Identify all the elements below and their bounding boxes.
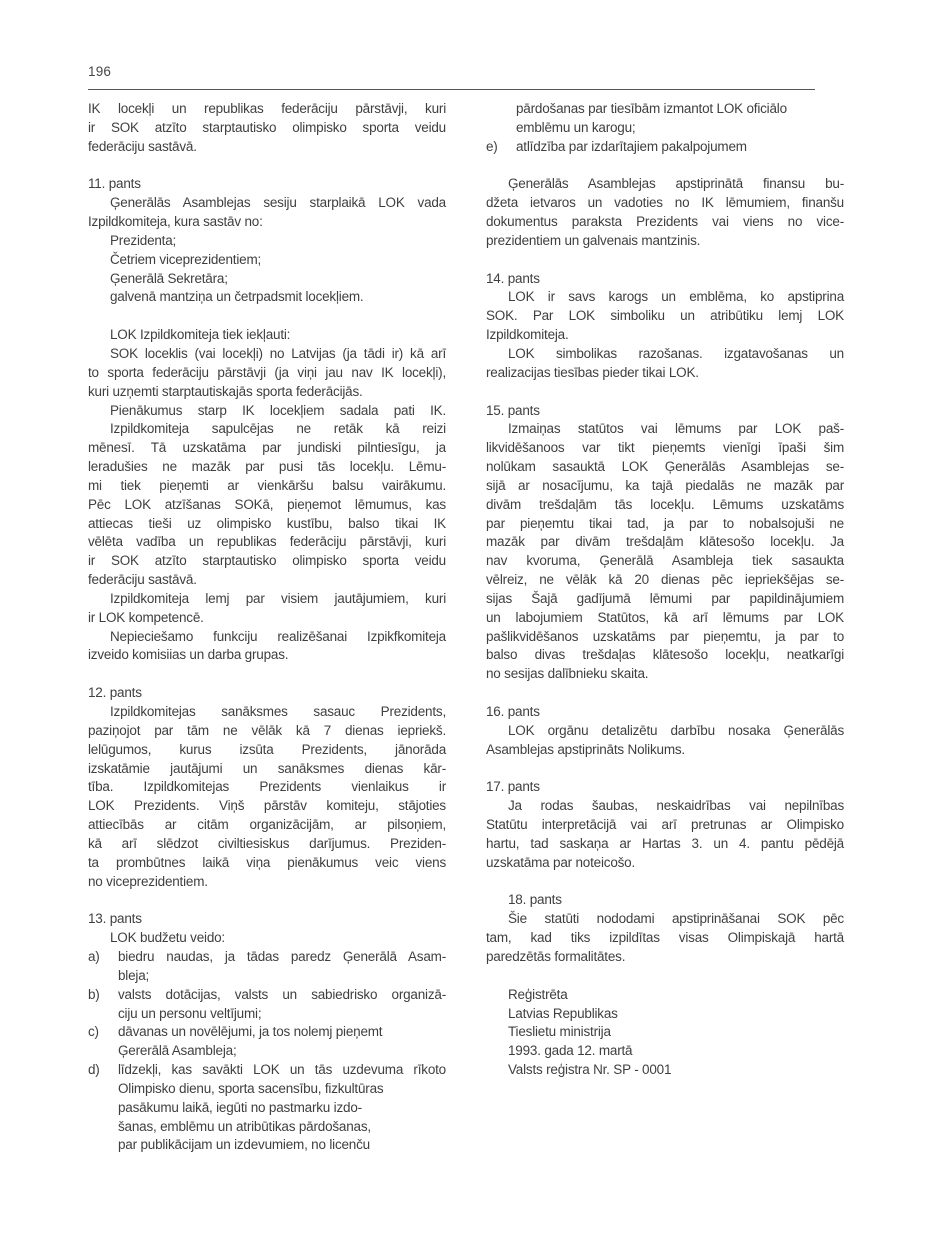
text-line: 15. pants — [486, 402, 540, 418]
two-column-text — [88, 100, 844, 1155]
text-line: ir LOK kompetencē. — [88, 609, 204, 625]
header-rule — [88, 89, 815, 90]
text-line: mēnesī. Tā uzskatāma par jundiski pilntiesīgu, ja — [88, 440, 446, 456]
text-line: Izpildkomitejas sanāksmes sasauc Prezidents, — [110, 704, 446, 719]
text-line: Izmaiņas statūtos vai lēmums par LOK paš- — [508, 421, 844, 437]
blank-line — [88, 891, 446, 910]
text-line: LOK orgānu detalizētu darbību nosaka Ģenerālās — [508, 722, 844, 738]
text-line: Valsts reģistra Nr. SP - 0001 — [508, 1062, 672, 1078]
text-line: kuri uzņemti starptautiskajās sporta federācijās. — [88, 383, 363, 399]
text-line: ir SOK atzīto starptautisko olimpisko sporta veidu — [88, 553, 446, 569]
list-marker: d) — [88, 1062, 100, 1078]
text-line: 17. pants — [486, 779, 540, 795]
text-line: federāciju sastāvā. — [88, 572, 197, 588]
text-line: par publikācijam un izdevumiem, no licenču — [118, 1137, 370, 1153]
text-line: Izpildkomiteja, kura sastāv no: — [88, 214, 263, 230]
text-line: uzskatāma par noteicošo. — [486, 854, 636, 870]
text-line: nolūkam sasauktā LOK Ģenerālās Asamblejas se- — [486, 459, 844, 475]
list-marker: e) — [486, 138, 498, 154]
text-line: e) atlīdzība par izdarītajiem pakalpojumem — [486, 138, 844, 157]
text-line: Olimpisko dienu, sporta sacensību, fizkultūras — [118, 1080, 384, 1096]
text-line: šanas, emblēmu un atribūtikas pārdošanas, — [118, 1118, 371, 1134]
text-line: realizacijas tiesības pieder tikai LOK. — [486, 364, 699, 380]
text-line: Ģenerālās Asamblejas sesiju starplaikā LOK vada — [110, 195, 446, 211]
text-line: prezidentiem un galvenais mantzinis. — [486, 232, 701, 248]
text-line: izveido komisiias un darba grupas. — [88, 647, 289, 663]
text-line: ir SOK atzīto starptautisko olimpisko sporta veidu — [88, 119, 446, 135]
text-line: a) biedru naudas, ja tādas paredz Ģenerālā Asam- — [88, 948, 446, 967]
text-line: sijas Šajā gadījumā lēmumi par papildinājumiem — [486, 590, 844, 606]
text-line: tība. Izpildkomitejas Prezidents vienlaikus ir — [88, 779, 446, 795]
text-line: mazāk par divām trešdaļām klātesošo locekļu. Ja — [486, 534, 844, 550]
text-line: dokumentus paraksta Prezidents vai viens no vice- — [486, 214, 844, 230]
list-marker: a) — [88, 948, 100, 964]
text-line: 18. pants — [508, 892, 562, 908]
text-line: un labojumiem Statūtos, kā arī lēmums par LOK — [486, 609, 844, 625]
text-line: Ģenerālā Sekretāra; — [110, 270, 228, 286]
text-line: paziņojot par tām ne vēlāk kā 7 dienas iepriekš. — [88, 722, 446, 738]
text-line: c) dāvanas un novēlējumi, ja tos nolemj pieņemt — [88, 1023, 446, 1042]
text-line: Izpildkomiteja lemj par visiem jautājumiem, kuri — [110, 590, 446, 606]
text-line: d) līdzekļi, kas savākti LOK un tās uzdevuma rīkoto — [88, 1061, 446, 1080]
text-line: Izpildkomiteja sapulcējas ne retāk kā reizi — [110, 421, 446, 437]
blank-line — [486, 684, 844, 703]
text-line: to sporta federāciju pārstāvji (ja viņi jau nav IK locekļi), — [88, 364, 446, 380]
text-line: par pieņemtu tikai tad, ja par to nobalsojuši ne — [486, 515, 844, 531]
page-number: 196 — [88, 64, 112, 79]
text-line: Ja rodas šaubas, neskaidrības vai nepilnības — [508, 798, 844, 814]
text-line: 11. pants — [88, 176, 141, 192]
text-line: hartu, tad saskaņa ar Hartas 3. un 4. pantu pēdējā — [486, 835, 844, 851]
blank-line — [88, 157, 446, 176]
text-line: Prezidenta; — [110, 232, 177, 248]
text-line: ciju un personu veltījumi; — [118, 1005, 262, 1021]
text-line: Pēc LOK atzīšanas SOKā, pieņemot lēmumus, kas — [88, 496, 446, 512]
text-line: Četriem viceprezidentiem; — [110, 251, 262, 267]
text-line: vēlreiz, ne vēlāk kā 20 dienas pēc iepriekšējas se- — [486, 572, 844, 588]
text-line: no viceprezidentiem. — [88, 873, 208, 889]
text-line: Ģererālā Asambleja; — [118, 1043, 237, 1059]
text-line: bleja; — [118, 967, 150, 983]
blank-line — [486, 251, 844, 270]
text-line: Izpildkomiteja. — [486, 327, 569, 343]
text-line: balso divas trešdaļas klātesošo locekļu, neatkarīgi — [486, 647, 844, 663]
text-line: pašlikvidēšanos uzskatāms par pieņemtu, ja par to — [486, 628, 844, 644]
text-line: SOK. Par LOK simboliku un atribūtiku lemj LOK — [486, 308, 844, 324]
blank-line — [88, 665, 446, 684]
text-line: tam, kad tiks izpildītas visas Olimpiskajā hartā — [486, 930, 844, 946]
text-line: emblēmu un karogu; — [516, 119, 636, 135]
text-line: SOK loceklis (vai locekļi) no Latvijas (ja tādi ir) kā arī — [110, 345, 446, 361]
text-line: Reģistrēta — [508, 986, 568, 1002]
left-column — [88, 100, 446, 1155]
text-line: Latvias Republikas — [508, 1005, 618, 1021]
text-line: vēlēta vadība un republikas federāciju pārstāvji, kuri — [88, 534, 446, 550]
text-line: LOK ir savs karogs un emblēma, ko apstiprina — [508, 289, 844, 305]
list-marker: b) — [88, 986, 100, 1002]
text-line: Ģenerālās Asamblejas apstiprinātā finansu bu- — [508, 176, 844, 192]
text-line: federāciju sastāvā. — [88, 138, 197, 154]
text-line: Nepieciešamo funkciju realizēšanai Izpikfkomiteja — [110, 628, 446, 644]
blank-line — [88, 307, 446, 326]
list-marker: c) — [88, 1024, 99, 1040]
text-line: divām trešdaļām tās locekļu. Lēmums uzskatāms — [486, 496, 844, 512]
blank-line — [486, 967, 844, 986]
text-line: 1993. gada 12. martā — [508, 1043, 633, 1059]
text-line: Statūtu interpretācijā vai arī pretrunas ar Olimpisko — [486, 817, 844, 833]
blank-line — [486, 873, 844, 892]
text-line: Asamblejas apstiprināts Nolikums. — [486, 741, 685, 757]
text-line: 14. pants — [486, 270, 540, 286]
text-line: mi tiek pieņemti ar vienkāršu balsu vairākumu. — [88, 477, 446, 493]
text-line: leradušies ne mazāk par pusi tās locekļu. Lēmu- — [88, 459, 446, 475]
text-line: LOK Izpildkomiteja tiek iekļauti: — [110, 327, 291, 343]
text-line: izskatāmie jautājumi un sanāksmes dienas kār- — [88, 760, 446, 776]
text-line: b) valsts dotācijas, valsts un sabiedrisko organizā- — [88, 986, 446, 1005]
text-line: lelūgumos, kurus izsūta Prezidents, jānorāda — [88, 741, 446, 757]
text-line: attiecībās ar citām organizācijām, ar pilsoņiem, — [88, 817, 446, 833]
text-line: IK locekļi un republikas federāciju pārstāvji, kuri — [88, 101, 446, 116]
text-line: attiecas tieši uz olimpisko kustību, balso tikai IK — [88, 515, 446, 531]
right-column — [486, 100, 844, 1155]
text-line: galvenā mantziņa un četrpadsmit locekļiem. — [110, 289, 364, 305]
text-line: LOK Prezidents. Viņš pārstāv komiteju, stājoties — [88, 798, 446, 814]
text-line: 16. pants — [486, 704, 540, 719]
text-line: likvidēšanoos var tikt pieņemts vienīgi īpaši šim — [486, 440, 844, 456]
text-line: Šie statūti nododami apstiprināšanai SOK pēc — [508, 911, 844, 927]
blank-line — [486, 157, 844, 176]
text-line: ta prombūtnes laikā viņa pienākumus veic viens — [88, 854, 446, 870]
blank-line — [486, 383, 844, 402]
text-line: LOK simbolikas razošanas. izgatavošanas un — [508, 345, 844, 361]
text-line: kā arī slēdzot civiltiesiskus darījumus. Preziden- — [88, 835, 446, 851]
text-line: Pienākumus starp IK locekļiem sadala pati IK. — [110, 402, 446, 418]
text-line: pasākumu laikā, iegūti no pastmarku izdo- — [118, 1099, 362, 1115]
text-line: nav kvoruma, Ģenerālā Asambleja tiek sasaukta — [486, 553, 844, 569]
text-line: 13. pants — [88, 911, 142, 927]
text-line: no sesijas dalībnieku skaita. — [486, 666, 649, 682]
blank-line — [486, 760, 844, 779]
text-line: paredzētās formalitātes. — [486, 948, 626, 964]
text-line: pārdošanas par tiesībām izmantot LOK oficiālo — [516, 101, 787, 116]
text-line: 12. pants — [88, 685, 142, 701]
text-line: LOK budžetu veido: — [110, 930, 225, 946]
text-line: džeta ietvaros un vadoties no IK lēmumiem, finanšu — [486, 195, 844, 211]
text-line: sijā ar nosacījumu, ka tajā piedalās ne mazāk par — [486, 477, 844, 493]
text-line: Tieslietu ministrija — [508, 1024, 611, 1040]
